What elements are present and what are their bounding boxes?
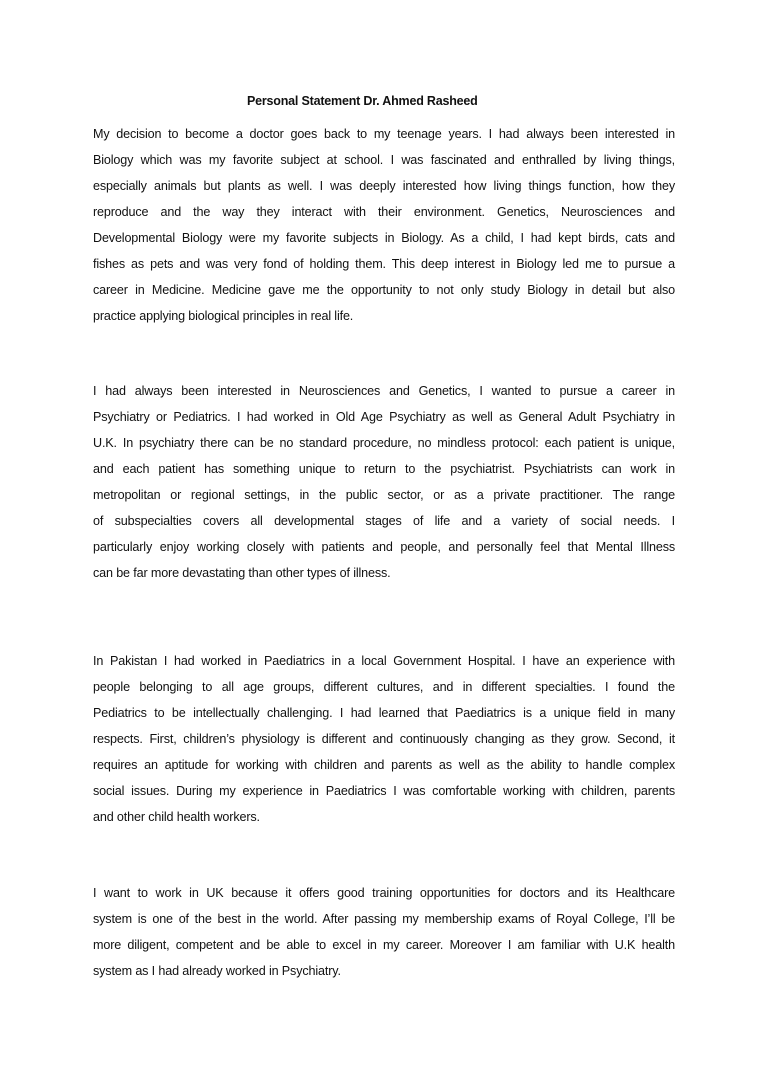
text-line: and other child health workers. xyxy=(93,810,260,824)
text-line: particularly enjoy working closely with patients and people, and personally feel that Mental Illness xyxy=(93,540,675,554)
text-line: U.K. In psychiatry there can be no standard procedure, no mindless protocol: each patient is unique, xyxy=(93,436,675,450)
text-line: practice applying biological principles in real life. xyxy=(93,309,354,323)
text-line: In Pakistan I had worked in Paediatrics in a local Government Hospital. I have an experience with xyxy=(93,654,675,668)
text-line: of subspecialties covers all developmental stages of life and a variety of social needs. I xyxy=(93,514,675,528)
text-line: Pediatrics to be intellectually challenging. I had learned that Paediatrics is a unique field in many xyxy=(93,706,675,720)
text-line: fishes as pets and was very fond of holding them. This deep interest in Biology led me to pursue a xyxy=(93,257,675,271)
text-line: metropolitan or regional settings, in the public sector, or as a private practitioner. The range xyxy=(93,488,675,502)
text-line: reproduce and the way they interact with their environment. Genetics, Neurosciences and xyxy=(93,205,675,219)
text-line: requires an aptitude for working with children and parents as well as the ability to handle complex xyxy=(93,758,675,772)
paragraph-psychiatry xyxy=(93,378,675,586)
text-line: especially animals but plants as well. I was deeply interested how living things function, how they xyxy=(93,179,675,193)
page-title: Personal Statement Dr. Ahmed Rasheed xyxy=(247,94,478,108)
text-line: Psychiatry or Pediatrics. I had worked in Old Age Psychiatry as well as General Adult Psychiatry in xyxy=(93,410,675,424)
paragraph-uk-goals xyxy=(93,880,675,984)
paragraph-motivation xyxy=(93,121,675,329)
text-line: system is one of the best in the world. After passing my membership exams of Royal College, I’ll be xyxy=(93,912,675,926)
text-line: career in Medicine. Medicine gave me the opportunity to not only study Biology in detail but also xyxy=(93,283,675,297)
text-line: I had always been interested in Neurosciences and Genetics, I wanted to pursue a career in xyxy=(93,384,675,398)
paragraph-paediatrics xyxy=(93,648,675,830)
text-line: more diligent, competent and be able to excel in my career. Moreover I am familiar with U.K health xyxy=(93,938,675,952)
text-line: I want to work in UK because it offers good training opportunities for doctors and its Healthcare xyxy=(93,886,675,900)
text-line: and each patient has something unique to return to the psychiatrist. Psychiatrists can work in xyxy=(93,462,675,476)
text-line: people belonging to all age groups, different cultures, and in different specialties. I found the xyxy=(93,680,675,694)
text-line: respects. First, children’s physiology is different and continuously changing as they grow. Second, it xyxy=(93,732,675,746)
text-line: can be far more devastating than other types of illness. xyxy=(93,566,391,580)
text-line: My decision to become a doctor goes back to my teenage years. I had always been interested in xyxy=(93,127,675,141)
text-line: Developmental Biology were my favorite subjects in Biology. As a child, I had kept birds, cats and xyxy=(93,231,675,245)
text-line: system as I had already worked in Psychiatry. xyxy=(93,964,341,978)
text-line: Biology which was my favorite subject at school. I was fascinated and enthralled by living things, xyxy=(93,153,675,167)
text-line: social issues. During my experience in Paediatrics I was comfortable working with children, parents xyxy=(93,784,675,798)
